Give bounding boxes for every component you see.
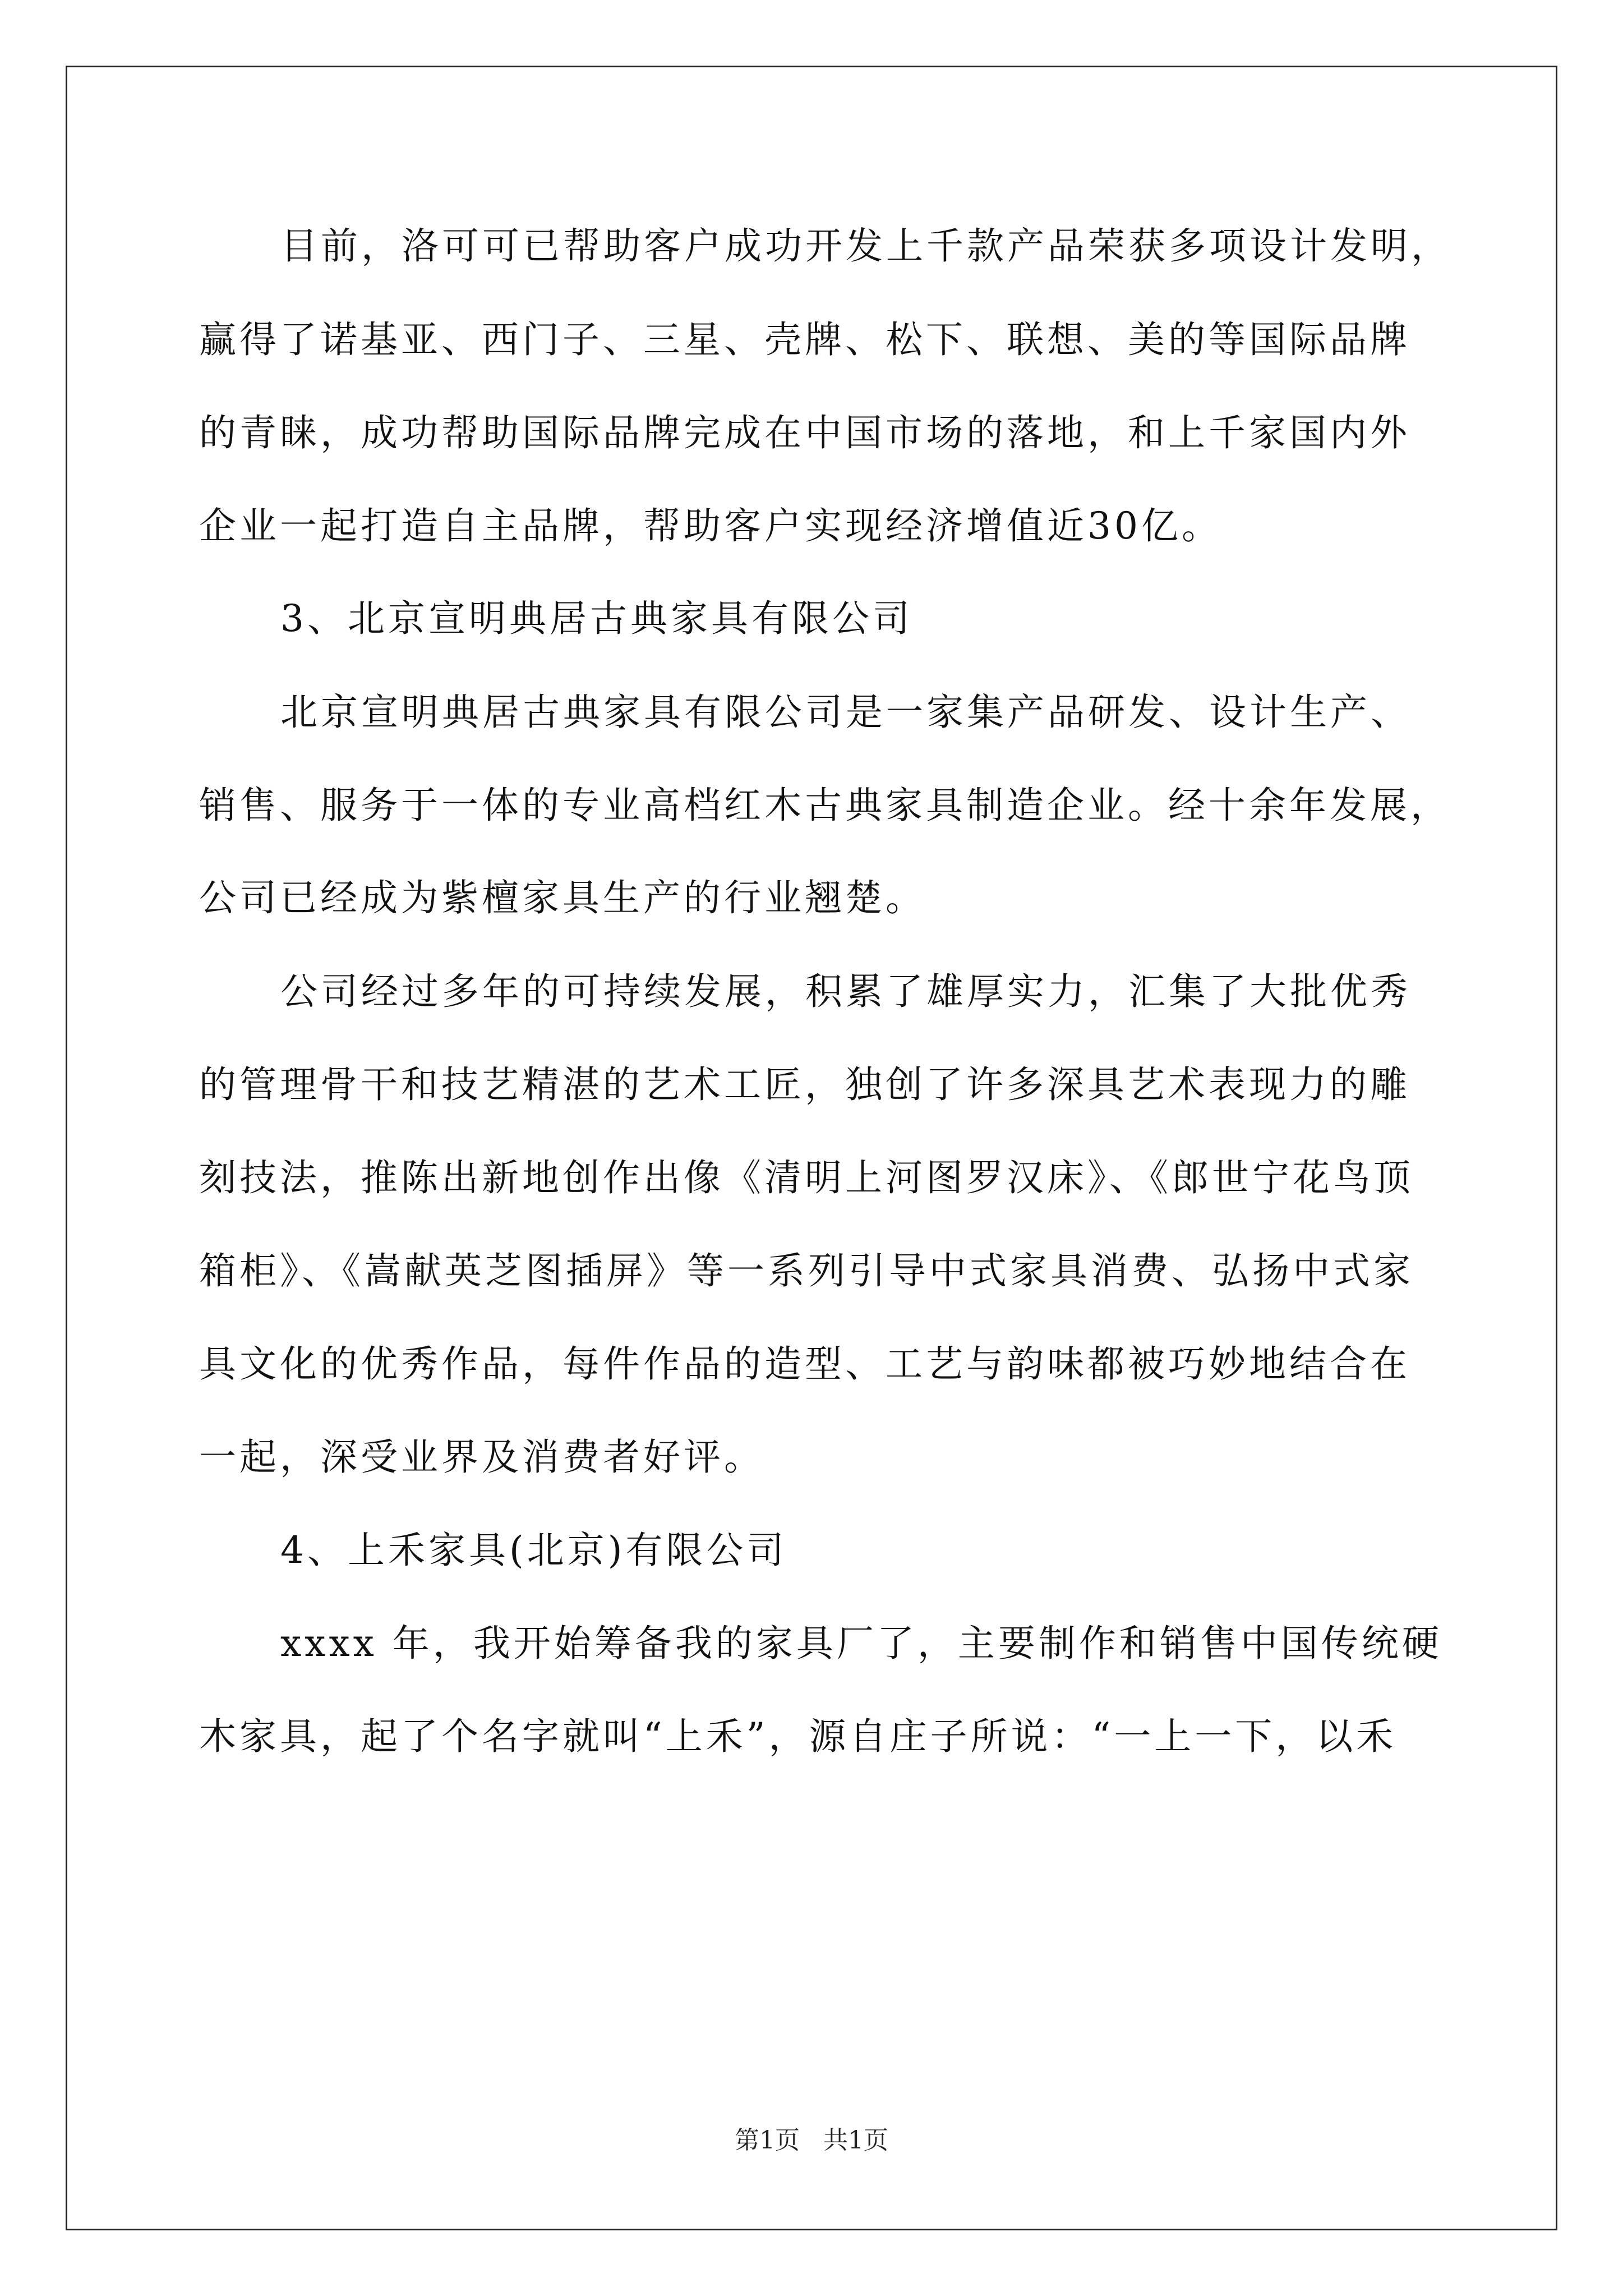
paragraph-line: 木家具，起了个名字就叫“上禾”，源自庄子所说：“一上一下，以禾 <box>199 1715 1397 1758</box>
paragraph-line: 刻技法，推陈出新地创作出像《清明上河图罗汉床》、《郎世宁花鸟顶 <box>199 1156 1414 1199</box>
section-heading: 4、上禾家具(北京)有限公司 <box>280 1529 787 1572</box>
paragraph-line: 北京宣明典居古典家具有限公司是一家集产品研发、设计生产、 <box>280 691 1411 734</box>
paragraph-line: 的管理骨干和技艺精湛的艺术工匠，独创了许多深具艺术表现力的雕 <box>199 1063 1410 1106</box>
paragraph-line: 公司经过多年的可持续发展，积累了雄厚实力，汇集了大批优秀 <box>280 970 1411 1013</box>
paragraph-line: 企业一起打造自主品牌，帮助客户实现经济增值近30亿。 <box>199 504 1222 547</box>
paragraph-line: 一起，深受业界及消费者好评。 <box>199 1435 764 1479</box>
paragraph-line: 公司已经成为紫檀家具生产的行业翘楚。 <box>199 876 926 919</box>
paragraph-line: 的青睐，成功帮助国际品牌完成在中国市场的落地，和上千家国内外 <box>199 411 1410 454</box>
paragraph-line: 箱柜》、《嵩献英芝图插屏》等一系列引导中式家具消费、弘扬中式家 <box>199 1249 1414 1292</box>
paragraph-line: 销售、服务于一体的专业高档红木古典家具制造企业。经十余年发展， <box>199 784 1451 827</box>
paragraph-line: 赢得了诺基亚、西门子、三星、壳牌、松下、联想、美的等国际品牌 <box>199 318 1410 361</box>
paragraph-line: 目前，洛可可已帮助客户成功开发上千款产品荣获多项设计发明， <box>280 224 1451 268</box>
paragraph-line: 具文化的优秀作品，每件作品的造型、工艺与韵味都被巧妙地结合在 <box>199 1342 1410 1386</box>
paragraph-line: xxxx 年，我开始筹备我的家具厂了，主要制作和销售中国传统硬 <box>280 1622 1442 1665</box>
page-number-footer: 第1页 共1页 <box>735 2126 888 2155</box>
section-heading: 3、北京宣明典居古典家具有限公司 <box>280 597 913 640</box>
page-border <box>66 66 1557 2230</box>
